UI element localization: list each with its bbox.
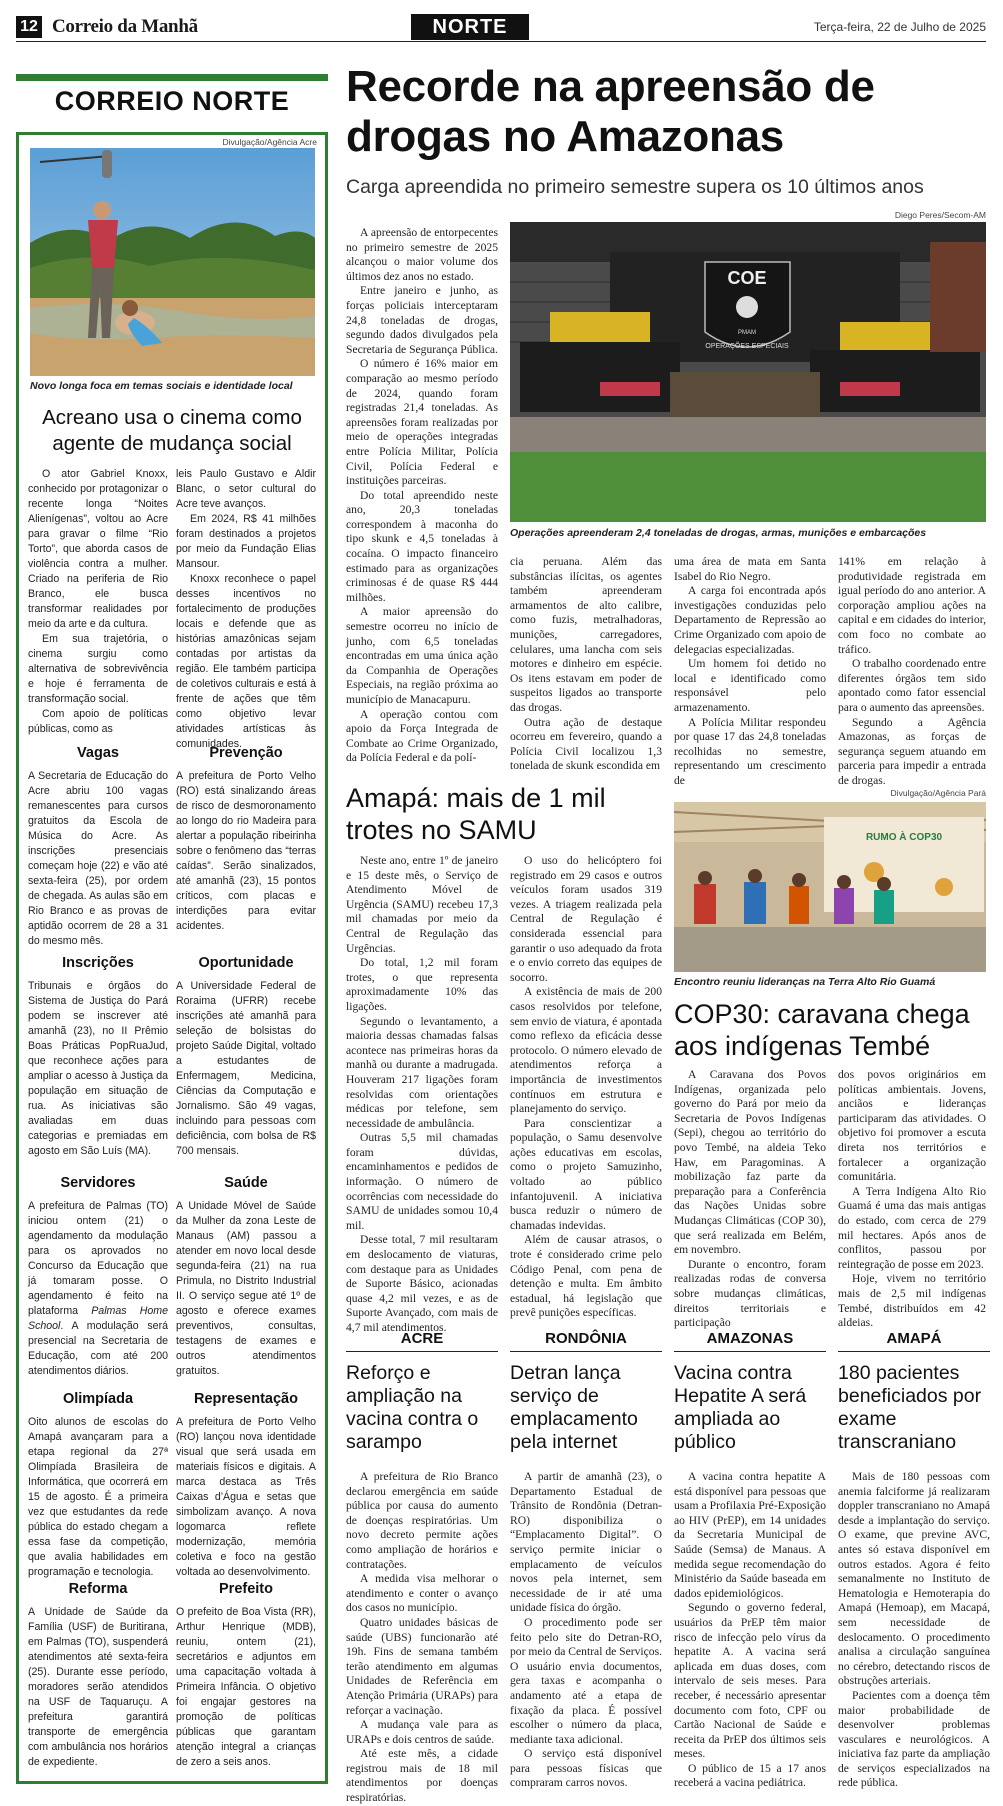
brief-text: A Unidade de Saúde da Família (USF) de Buritirana, em Palmas (TO), suspenderá atendimentos até sexta-feira (25). Durante esse período, moradores serão atendidos na USF de Taquaruçu. A prefeitura garantirá transporte de emergência com ambulância nos horários de expediente.: [28, 1606, 168, 1768]
brief-text: [28, 1199, 168, 1379]
paragraph: Neste ano, entre 1º de janeiro e 15 deste mês, o Serviço de Atendimento Móvel de Urgência (SAMU) recebeu 17,3 mil chamadas por meio da Central de Regulação das Urgências.: [346, 854, 498, 955]
brief-title: Prevenção: [209, 745, 283, 761]
cop30-headline: COP30: caravana chega aos indígenas Tembé: [674, 999, 970, 1061]
paragraph: O número é 16% maior em comparação ao mesmo período de 2024, quando foram registradas 21,4 toneladas. As apreensões foram realizadas por meio de operações integradas entre Polícia Militar, Polícia Civil, Polícia Federal e instituições parceiras.: [346, 357, 498, 488]
brief-title: Oportunidade: [198, 955, 294, 971]
paragraph: Mais de 180 pessoas com anemia falciforme já realizaram doppler transcraniano no Amapá desde a implantação do serviço. O exame, que previne AVC, antes só estava disponível em outros estados. Agora é feito semanalmente no Instituto de Hematologia e Hemoterapia do Amapá (Hemoap), em Macapá, sem necessidade de deslocamento. O procedimento analisa a circulação sanguínea no cérebro, detectando riscos de obstruções arteriais.: [838, 1470, 990, 1688]
paragraph: Até este mês, a cidade registrou mais de 18 mil atendimentos por doenças respiratórias.: [346, 1747, 498, 1805]
page-header: [16, 14, 986, 42]
paragraph: A vacina contra hepatite A está disponível para pessoas que usam a Profilaxia Pré-Exposição ao HIV (PrEP), em 14 unidades da Secretaria Municipal de Saúde (Semsa) de Manaus. A medida segue recomendação do Ministério da Saúde baseada em dados epidemiológicos.: [674, 1470, 826, 1600]
paragraph: leis Paulo Gustavo e Aldir Blanc, o setor cultural do Acre teve avanços.: [176, 468, 316, 510]
cop30-photo-caption: Encontro reuniu lideranças na Terra Alto Rio Guamá: [674, 976, 936, 988]
paragraph: O ator Gabriel Knoxx, conhecido por protagonizar o recente longa “Noites Alienígenas”, voltou ao Acre para gravar o filme “Rio Torto”, que aborda casos de violência contra a mulher. Criado na periferia de Rio Branco, ele busca transformar realidades por meio da arte e da cultura.: [28, 468, 168, 630]
paragraph: Entre janeiro e junho, as forças policiais interceptaram 24,8 toneladas de drogas, segundo dados divulgados pela Secretaria de Segurança Pública.: [346, 284, 498, 356]
brief-text: A Secretaria de Educação do Acre abriu 100 vagas remanescentes para cursos gratuitos da Escola de Música do Acre. As inscrições presenciais começam hoje (22) e vão até sexta-feira (25), por ordem de chegada. As aulas são em Rio Branco e as provas de aptidão ocorrem de 28 a 31 do mesmo mês.: [28, 770, 168, 947]
correio-norte-title: CORREIO NORTE: [54, 86, 290, 116]
paragraph: Para conscientizar a população, o Samu desenvolve ações educativas em escolas, como o projeto Samuzinho, voltado ao público infantojuvenil. A iniciativa busca reduzir o número de chamadas indevidas.: [510, 1116, 662, 1232]
paragraph: Desse total, 7 mil resultaram em deslocamento de viaturas, com destaque para as Unidades de Suporte Básico, acionadas quase 4,2 mil vezes, e as de Suporte Avançado, com mais de 4,7 mil atendimentos.: [346, 1233, 498, 1334]
brief-title: Vagas: [77, 745, 119, 761]
photo-caption: Novo longa foca em temas sociais e identidade local: [30, 380, 293, 392]
brief-body: [674, 1470, 826, 1790]
cop30-column-2: [838, 1068, 986, 1330]
paragraph: O público de 15 a 17 anos receberá a vacina pediátrica.: [674, 1761, 826, 1790]
actor-photo: [30, 148, 315, 376]
brief-text: O prefeito de Boa Vista (RR), Arthur Henrique (MDB), reuniu, ontem (21), secretários e adjuntos em uma capacitação voltada à Primeira Infância. O objetivo foi engajar gestores na promoção de políticas públicas que garantam atenção integral a crianças de zero a seis anos.: [176, 1606, 316, 1768]
correio-norte-rule: [16, 74, 328, 81]
brief-text-part: . A modulação será presencial na Secretaria de Educação, com até 200 atendimentos diários.: [28, 1320, 168, 1377]
brief-text: A Unidade Móvel de Saúde da Mulher da zona Leste de Manaus (AM) passou a atender em novo local desde segunda-feira (21) na rua Primula, no Distrito Industrial II. O serviço segue até 1º de agosto e oferece exames preventivos, consultas, testagens de exames e outros atendimentos gratuitos.: [176, 1200, 316, 1377]
paragraph: A partir de amanhã (23), o Departamento Estadual de Trânsito de Rondônia (Detran-RO) disponibiliza o “Emplacamento Digital”. O serviço permite iniciar o emplacamento de veículos novos pela internet, sem necessidade de ir até uma unidade física do órgão.: [510, 1470, 662, 1615]
paragraph: A Polícia Militar respondeu por quase 17 das 24,8 toneladas recolhidas no semestre, representando um crescimento de: [674, 715, 826, 787]
indigenous-meeting-photo: [674, 802, 986, 972]
paragraph: Hoje, vivem no território mais de 2,5 mil indígenas Tembé, distribuídos em 42 aldeias.: [838, 1272, 986, 1330]
brief-title: Representação: [194, 1391, 298, 1407]
brief-headline: Vacina contra Hepatite A será ampliada ao público: [674, 1362, 807, 1453]
amapa-headline: Amapá: mais de 1 mil trotes no SAMU: [346, 783, 606, 845]
cop30-column-1: [674, 1068, 826, 1330]
paragraph: O uso do helicóptero foi registrado em 29 casos e outros veículos foram usados 319 vezes. A triagem realizada pela Central de Regulação é considerada essencial para garantir o uso adequado da frota e o envio correto das equipes de socorro.: [510, 854, 662, 984]
paragraph: A maior apreensão do semestre ocorreu no início de junho, com 6,5 toneladas encontradas em uma única ação da Companhia de Operações Especiais, na região próxima ao município de Manacapuru.: [346, 605, 498, 706]
cop30-banner: RUMO À COP30: [865, 832, 943, 843]
brief-headline: Reforço e ampliação na vacina contra o sarampo: [346, 1362, 479, 1453]
brief-headline: 180 pacientes beneficiados por exame transcraniano: [838, 1362, 982, 1453]
paragraph: Do total, 1,2 mil foram trotes, o que representa aproximadamente 10% das ligações.: [346, 956, 498, 1013]
brief-headline: Detran lança serviço de emplacamento pela internet: [510, 1362, 638, 1453]
main-photo-credit: Diego Peres/Secom-AM: [894, 210, 986, 220]
main-column-4: [838, 555, 986, 787]
paragraph: A prefeitura de Rio Branco declarou emergência em saúde pública por causa do aumento de doenças respiratórias. Um novo decreto permite ações como ampliação de horários e contratações.: [346, 1470, 498, 1571]
photo-sign-text: COE: [727, 268, 767, 288]
photo-sign-subtext: OPERAÇÕES ESPECIAIS: [705, 343, 789, 350]
paragraph: 141% em relação à produtividade registrada em igual período do ano anterior. A corporação ampliou ações na capital e em cidades do interior, com foco no combate ao tráfico.: [838, 555, 986, 656]
brief-title: Prefeito: [219, 1581, 273, 1597]
paragraph: Pacientes com a doença têm maior probabilidade de desenvolver problemas vasculares e neurológicos. A iniciativa faz parte da ampliação de serviços especializados na rede pública.: [838, 1688, 990, 1790]
main-subheadline: Carga apreendida no primeiro semestre supera os 10 últimos anos: [346, 176, 924, 198]
paragraph: cia peruana. Além das substâncias ilícitas, os agentes também apreenderam armamentos de alto calibre, como fuzis, metralhadoras, munições, carregadores, celulares, uma lancha com seis motores e dinheiro em espécie. Os itens estavam em poder de suspeitos ligados ao transporte das drogas.: [510, 555, 662, 714]
brief-title: Reforma: [68, 1581, 128, 1597]
paragraph: Segundo o levantamento, a maioria dessas chamadas falsas acontece nas primeiras horas da manhã ou durante a madrugada. Houveram 217 ligações foram resolvidas com orientações médicas por telefone, sem necessidade de ambulância.: [346, 1014, 498, 1130]
paragraph: Do total apreendido neste ano, 20,3 toneladas correspondem à maconha do tipo skunk e 4,5 toneladas à cocaína. O impacto financeiro estimado para as organizações criminosas é de quase R$ 444 milhões.: [346, 488, 498, 604]
paragraph: A existência de mais de 200 casos resolvidos por telefone, sem envio de viatura, é apontada como reflexo da eficácia desse protocolo. O número elevado de atendimentos reforça a importância de investimentos contínuos em estrutura e planejamento do serviço.: [510, 985, 662, 1116]
photo-sign-badge: PMAM: [738, 330, 756, 336]
state-tag: RONDÔNIA: [510, 1330, 662, 1352]
brief-text-part: A prefeitura de Palmas (TO) iniciou ontem (21) o agendamento da modulação para os aprovados no Concurso da Educação que já tomaram posse. O agendamento é feito na plataforma: [28, 1200, 168, 1317]
brief-body: [346, 1470, 498, 1805]
paragraph: O trabalho coordenado entre diferentes órgãos tem sido apontado como fator essencial para o aumento das apreensões.: [838, 657, 986, 714]
brief-text: Oito alunos de escolas do Amapá avançaram para a etapa regional da 27ª Olimpíada Brasileira de Informática, que ocorrerá em 15 de agosto. É a primeira vez que estudantes da rede pública do estado chegam a essa fase da competição, que avalia habilidades em programação e tecnologia.: [28, 1416, 168, 1578]
paragraph: A mudança vale para as URAPs e dois centros de saúde.: [346, 1718, 498, 1746]
brief-text: A Universidade Federal de Roraima (UFRR) recebe inscrições até amanhã para seleção de bolsistas do projeto Saúde Digital, voltado a estudantes de Enfermagem, Medicina, Ciências da Computação e Jornalismo. São 49 vagas, incluindo para pessoas com deficiência, com bolsa de R$ 700 mensais.: [176, 980, 316, 1157]
state-tag: ACRE: [346, 1330, 498, 1352]
cop30-photo-credit: Divulgação/Agência Pará: [890, 788, 986, 798]
paragraph: Segundo a Agência Amazonas, as forças de segurança seguem atuando em parceria para impedir a entrada de drogas.: [838, 715, 986, 787]
paragraph: A medida visa melhorar o atendimento e conter o avanço dos casos no município.: [346, 1572, 498, 1615]
paragraph: Em sua trajetória, o cinema surgiu como alternativa de sobrevivência e hoje é ferramenta de transformação social.: [28, 633, 168, 705]
section-label: NORTE: [411, 14, 529, 40]
paragraph: Quatro unidades básicas de saúde (UBS) funcionarão até 19h. Fins de semana também terão atendimento em algumas Unidades de Referência em Atenção Primária (URAPs) para reforçar a vacinação.: [346, 1615, 498, 1717]
paragraph: Um homem foi detido no local e identificado como responsável pelo armazenamento.: [674, 657, 826, 714]
paragraph: O serviço está disponível para pessoas físicas que compraram carros novos.: [510, 1747, 662, 1790]
paragraph: Knoxx reconhece o papel desses incentivos no fortalecimento de produções locais e defende que as histórias amazônicas sejam contadas por artistas da região. Ele também participa de coletivos culturais e está à frente de ações que têm como objetivo levar atividades artísticas às comunidades.: [176, 573, 316, 750]
story-column-2: [176, 467, 316, 752]
state-tag: AMAPÁ: [838, 1330, 990, 1352]
paragraph: A Terra Indígena Alto Rio Guamá é uma das mais antigas do estado, com cerca de 279 mil hectares. Após anos de conflitos, passou por reintegração de posse em 2023.: [838, 1184, 986, 1271]
main-column-2: [510, 555, 662, 773]
paragraph: uma área de mata em Santa Isabel do Rio Negro.: [674, 555, 826, 583]
brief-text: A prefeitura de Porto Velho (RO) está sinalizando áreas de risco de desmoronamento ao longo do rio Madeira para alertar a população ribeirinha sobre o fenômeno das “terras caídas”. Serão sinalizados, até amanhã (23), 15 pontos críticos, com placas e interdições para evitar acidentes.: [176, 770, 316, 932]
paragraph: A Caravana dos Povos Indígenas, organizada pelo governo do Pará por meio da Secretaria de Povos Indígenas (Sepi), chegou ao território do povo Tembé, na aldeia Teko Haw, em Paragominas. A mobilização faz parte da preparação para a Conferência das Nações Unidas sobre Mudanças Climáticas (COP 30), que será realizada em Belém, em novembro.: [674, 1068, 826, 1257]
issue-date: Terça-feira, 22 de Julho de 2025: [813, 20, 986, 34]
brief-title: Saúde: [224, 1175, 268, 1191]
paragraph: Em 2024, R$ 41 milhões foram destinados a projetos por meio da Fundação Elias Mansour.: [176, 513, 316, 570]
brief-text: Tribunais e órgãos do Sistema de Justiça do Pará podem se inscrever até amanhã (23), no II Prêmio Boas Práticas PopRuaJud, que reconhece ações para ampliar o acesso à Justiça da população em situação de rua. As iniciativas são avaliadas em duas categorias e premiadas em agosto em São Luís (MA).: [28, 980, 168, 1157]
brief-text-emphasis: Palmas Home School: [28, 1305, 168, 1332]
paragraph: Durante o encontro, foram realizadas rodas de conversa sobre mudanças climáticas, direitos territoriais e participação: [674, 1257, 826, 1330]
main-photo-caption: Operações apreenderam 2,4 toneladas de drogas, armas, munições e embarcações: [510, 527, 927, 539]
paragraph: Outra ação de destaque ocorreu em fevereiro, quando a Polícia Civil localizou 1,3 tonelada de skunk escondida em: [510, 715, 662, 773]
seized-drugs-photo: [510, 222, 986, 522]
story-headline: Acreano usa o cinema como agente de mudança social: [42, 406, 302, 455]
paragraph: A apreensão de entorpecentes no primeiro semestre de 2025 alcançou o maior volume dos últimos dez anos no estado.: [346, 226, 498, 283]
state-tag: AMAZONAS: [674, 1330, 826, 1352]
paragraph: O procedimento pode ser feito pelo site do Detran-RO, por meio da Central de Serviços. O usuário envia documentos, gera taxas e acompanha o andamento até a etapa de fixação da placa. É possível escolher o número da placa, mediante taxa adicional.: [510, 1615, 662, 1746]
paragraph: dos povos originários em políticas ambientais. Jovens, anciãos e lideranças participaram das atividades. O objetivo foi promover a escuta direta nos territórios e fortalecer a organização comunitária.: [838, 1068, 986, 1184]
newspaper-name: Correio da Manhã: [52, 16, 198, 37]
amapa-column-2: [510, 854, 662, 1320]
brief-title: Olimpíada: [62, 1391, 134, 1407]
page-number: 12: [16, 16, 42, 38]
brief-text: A prefeitura de Porto Velho (RO) lançou nova identidade visual que será usada em materiais físicos e digitais. A marca destaca as Três Caixas d’Água e setas que simbolizam avanço. A nova logomarca reflete modernização, memória coletiva e foco na gestão voltada ao desenvolvimento.: [176, 1416, 316, 1578]
story-column-1: [28, 467, 168, 737]
brief-body: [510, 1470, 662, 1790]
brief-title: Servidores: [60, 1175, 136, 1191]
main-column-1: [346, 226, 498, 765]
paragraph: Com apoio de políticas públicas, como as: [28, 708, 168, 735]
main-headline: Recorde na apreensão de drogas no Amazonas: [346, 62, 875, 161]
correio-norte-box: [16, 132, 328, 1784]
photo-credit: Divulgação/Agência Acre: [222, 137, 317, 147]
paragraph: A operação contou com apoio da Força Integrada de Combate ao Crime Organizado, da Polícia Federal e da polí-: [346, 707, 498, 765]
brief-title: Inscrições: [62, 955, 134, 971]
paragraph: Outras 5,5 mil chamadas foram dúvidas, encaminhamentos e pedidos de informação. O número de ocorrências com necessidade do SAMU de unidades somou 10,4 mil.: [346, 1131, 498, 1232]
paragraph: Segundo o governo federal, usuários da PrEP têm maior risco de infecção pelo vírus da hepatite A. A vacina será aplicada em duas doses, com intervalo de seis meses. Para receber, é necessário apresentar documento com foto, CPF ou Cartão Nacional de Saúde e receita da PrEP dos últimos seis meses.: [674, 1601, 826, 1761]
amapa-column-1: [346, 854, 498, 1334]
paragraph: Além de causar atrasos, o trote é considerado crime pelo Código Penal, com pena de detenção e multa. Em âmbito estadual, há legislação que prevê punições específicas.: [510, 1233, 662, 1320]
main-column-3: [674, 555, 826, 787]
paragraph: A carga foi encontrada após investigações conduzidas pelo Departamento de Repressão ao Crime Organizado com apoio de delegacias especializadas.: [674, 584, 826, 656]
brief-body: [838, 1470, 990, 1790]
